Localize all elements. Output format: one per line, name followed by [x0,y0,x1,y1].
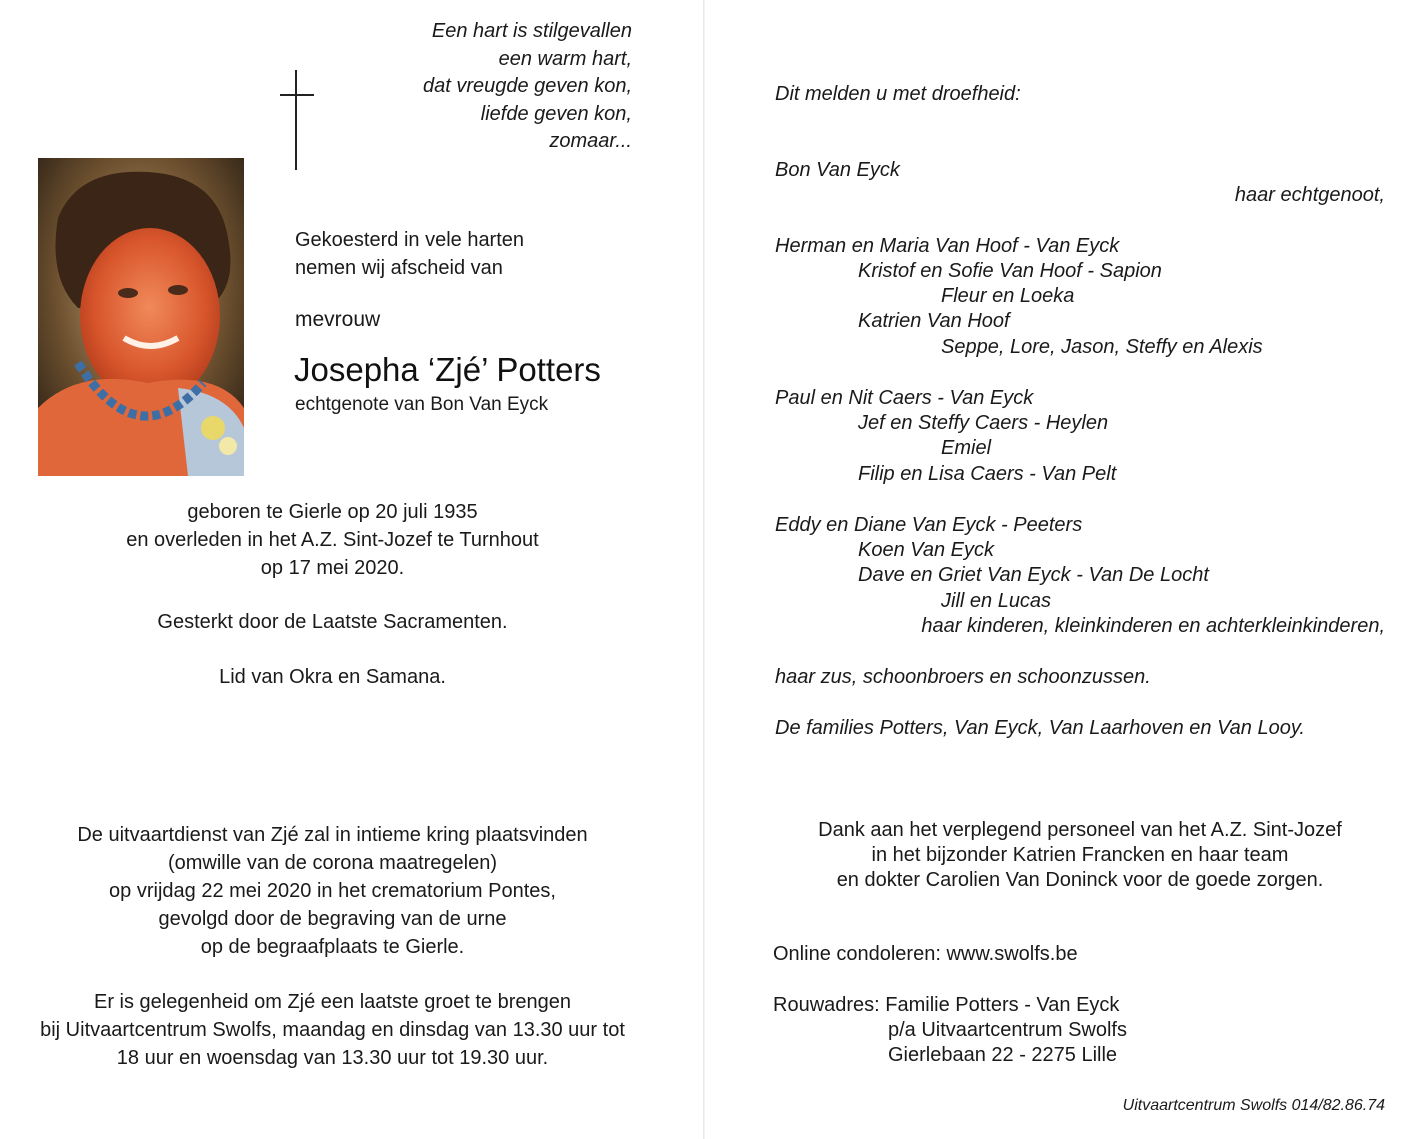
family-member: Seppe, Lore, Jason, Steffy en Alexis [941,336,1263,358]
portrait-photo [38,158,244,476]
family-member: Koen Van Eyck [858,539,995,561]
funeral-line: op vrijdag 22 mei 2020 in het crematorium Pontes, [109,880,556,902]
funeral-line: gevolgd door de begraving van de urne [158,908,507,930]
visitation-info [0,988,665,1072]
family-member: Katrien Van Hoof [858,310,1010,332]
family-member: Filip en Lisa Caers - Van Pelt [858,463,1117,485]
intro-line: nemen wij afscheid van [295,257,503,279]
family-member: Jill en Lucas [941,590,1052,612]
family-member: Fleur en Loeka [941,285,1075,307]
funeral-line: De uitvaartdienst van Zjé zal in intieme kring plaatsvinden [77,824,588,846]
family-member: Eddy en Diane Van Eyck - Peeters [775,514,1083,536]
info-line: en overleden in het A.Z. Sint-Jozef te Turnhout [126,529,539,551]
poem-line: liefde geven kon, [480,102,632,125]
poem [380,18,632,156]
address-line: p/a Uitvaartcentrum Swolfs [888,1019,1127,1041]
visit-line: 18 uur en woensdag van 13.30 uur tot 19.30 uur. [116,1047,549,1069]
husband-role: haar echtgenoot, [1234,184,1385,206]
thanks-line: Dank aan het verplegend personeel van het A.Z. Sint-Jozef [818,819,1342,841]
online-condolence: Online condoleren: www.swolfs.be [773,943,1078,965]
poem-line: een warm hart, [498,47,632,70]
siblings-line: haar zus, schoonbroers en schoonzussen. [775,666,1151,688]
husband-name: Bon Van Eyck [775,159,900,181]
announcement: Dit melden u met droefheid: [775,83,1021,105]
thanks-line: in het bijzonder Katrien Francken en haar team [871,844,1289,866]
poem-line: zomaar... [549,130,632,152]
family-summary: haar kinderen, kleinkinderen en achterkleinkinderen, [921,615,1385,637]
intro-line: Gekoesterd in vele harten [295,229,525,251]
address-line: Gierlebaan 22 - 2275 Lille [888,1044,1118,1066]
visit-line: bij Uitvaartcentrum Swolfs, maandag en dinsdag van 13.30 uur tot [40,1019,625,1041]
funeral-line: (omwille van de corona maatregelen) [167,852,498,874]
family-member: Paul en Nit Caers - Van Eyck [775,387,1034,409]
membership: Lid van Okra en Samana. [219,666,446,688]
info-line: op 17 mei 2020. [260,557,405,579]
info-line: geboren te Gierle op 20 juli 1935 [187,501,478,523]
family-member: Kristof en Sofie Van Hoof - Sapion [858,260,1162,282]
card-fold [703,0,705,1139]
family-member: Emiel [941,437,992,459]
funeral-home-footer: Uitvaartcentrum Swolfs 014/82.86.74 [1122,1097,1385,1114]
family-member: Jef en Steffy Caers - Heylen [858,412,1109,434]
cross-icon [280,70,314,170]
poem-line: Een hart is stilgevallen [431,20,632,42]
deceased-name: Josepha ‘Zjé’ Potters [294,351,601,388]
honorific: mevrouw [295,308,381,331]
sacraments: Gesterkt door de Laatste Sacramenten. [157,611,508,633]
family-member: Dave en Griet Van Eyck - Van De Locht [858,564,1209,586]
funeral-info [0,821,665,961]
spouse-line: echtgenote van Bon Van Eyck [295,394,549,415]
family-member: Herman en Maria Van Hoof - Van Eyck [775,235,1120,257]
thanks-line: en dokter Carolien Van Doninck voor de goede zorgen. [836,869,1324,891]
intro [295,226,524,282]
poem-line: dat vreugde geven kon, [422,75,632,97]
thanks-block [705,818,1407,893]
visit-line: Er is gelegenheid om Zjé een laatste groet te brengen [94,991,571,1013]
families-line: De families Potters, Van Eyck, Van Laarhoven en Van Looy. [775,717,1305,739]
funeral-line: op de begraafplaats te Gierle. [200,936,465,958]
birth-death-info [0,498,665,582]
address-line: Rouwadres: Familie Potters - Van Eyck [773,994,1120,1016]
